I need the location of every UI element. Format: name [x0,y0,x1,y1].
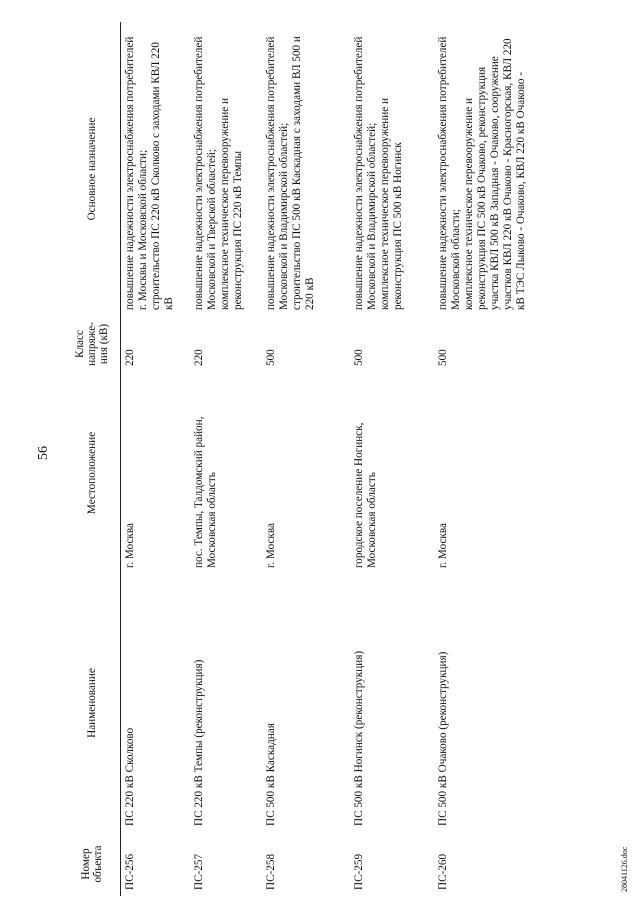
object-purpose [190,22,262,316]
object-name: ПС 500 кВ Ногинск (реконструкция) [353,650,365,826]
object-location: пос. Темпы, Талдомский район, Московская область [193,416,218,568]
object-name: ПС 220 кВ Сколково [123,727,136,826]
purpose-line: строительство ПС 220 кВ Сколково с заходами КВЛ 220 кВ [149,42,175,310]
object-purpose [350,22,434,316]
page-number: 56 [36,446,51,460]
objects-table [64,22,552,896]
object-voltage: 220 [193,349,205,366]
purpose-line: комплексное техническое перевооружение и реконструкция ПС 500 кВ Очаково, реконструкция участка КВЛ 500 кВ Западная - Очаково, сооружение участков КВЛ 220 кВ Очаково - Красногорская, КВЛ 220 кВ ТЭС Лыково - Очаково, КВЛ 220 кВ Очаково - [463,38,527,310]
table-body [120,22,552,896]
header-location: Местоположение [64,372,120,574]
object-name: ПС 500 кВ Каскадная [265,723,277,826]
table-row [190,22,262,896]
table-row [350,22,434,896]
object-voltage: 500 [437,349,449,366]
object-number: ПС-259 [353,853,365,890]
object-purpose [434,22,552,316]
object-name: ПС 220 кВ Темпы (реконструкция) [193,659,205,826]
header-name: Наименование [64,574,120,832]
header-purpose: Основное назначение [64,22,120,316]
object-voltage: 500 [265,349,277,366]
table-row [120,22,190,896]
object-purpose [262,22,350,316]
object-number: ПС-257 [193,853,205,890]
object-purpose [120,22,190,316]
document-filename: 28041126.doc [620,846,629,892]
object-number: ПС-256 [123,853,136,890]
purpose-line: повышение надежности электроснабжения потребителей Московской и Владимирской областей; [353,36,378,310]
object-number: ПС-260 [437,853,449,890]
object-voltage: 220 [123,349,136,366]
purpose-line: повышение надежности электроснабжения потребителей г. Москвы и Московской области; [123,36,149,310]
object-location: городское поселение Ногинск, Московская область [353,422,378,568]
purpose-line: повышение надежности электроснабжения потребителей Московской и Владимирской областей; [265,36,290,310]
header-voltage: Класс напряже-ния (кВ) [64,316,120,372]
object-number: ПС-258 [265,853,277,890]
purpose-line: комплексное техническое перевооружение и реконструкция ПС 500 кВ Ногинск [379,97,404,310]
table-row [262,22,350,896]
object-location: г. Москва [123,523,136,568]
table-header [64,22,120,896]
purpose-line: строительство ПС 500 кВ Каскадная с заходами ВЛ 500 и 220 кВ [291,36,316,310]
purpose-line: комплексное техническое перевооружение и реконструкция ПС 220 кВ Темпы [219,97,244,310]
object-location: г. Москва [437,523,449,568]
object-location: г. Москва [265,523,277,568]
purpose-line: повышение надежности электроснабжения потребителей Московской и Тверской областей; [193,36,218,310]
header-number: Номер объекта [64,832,120,896]
object-voltage: 500 [353,349,365,366]
purpose-line: повышение надежности электроснабжения потребителей Московской области; [437,36,462,310]
object-name: ПС 500 кВ Очаково (реконструкция) [437,651,449,826]
table-row [434,22,552,896]
